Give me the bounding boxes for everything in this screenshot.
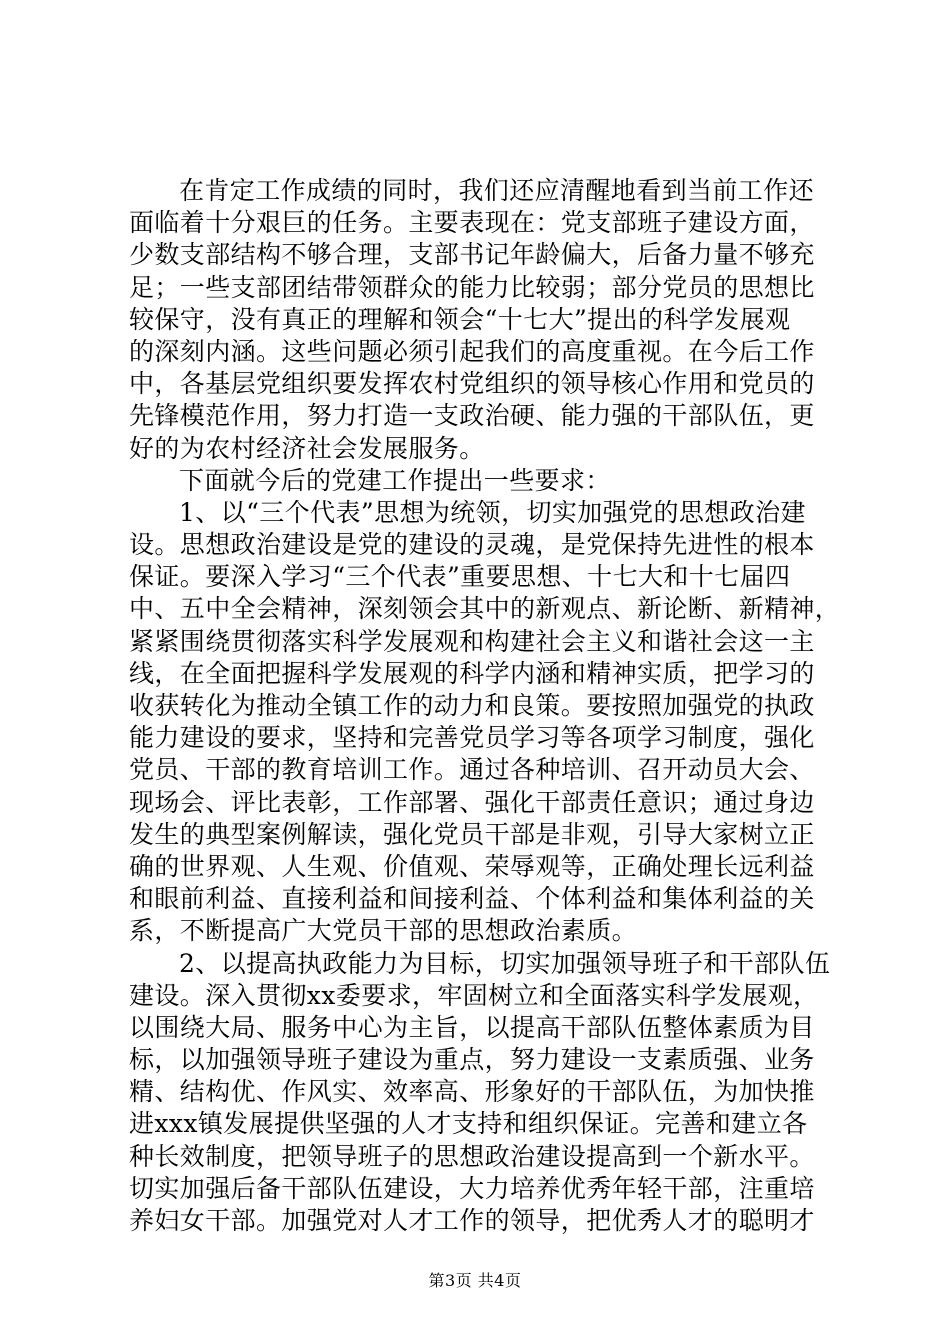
text-line: 以围绕大局、服务中心为主旨，以提高干部队伍整体素质为目 (129, 1012, 815, 1042)
text-line: 设。思想政治建设是党的建设的灵魂，是党保持先进性的根本 (129, 530, 815, 560)
text-line: 先锋模范作用，努力打造一支政治硬、能力强的干部队伍，更 (129, 401, 815, 431)
text-line: 党员、干部的教育培训工作。通过各种培训、召开动员大会、 (129, 755, 815, 785)
text-line: 保证。要深入学习“三个代表”重要思想、十七大和十七届四 (129, 562, 791, 592)
text-line: 进xxx镇发展提供坚强的人才支持和组织保证。完善和建立各 (129, 1109, 808, 1139)
text-line: 下面就今后的党建工作提出一些要求： (179, 465, 611, 495)
text-line: 现场会、评比表彰，工作部署、强化干部责任意识；通过身边 (129, 787, 815, 817)
text-line: 种长效制度，把领导班子的思想政治建设提高到一个新水平。 (129, 1141, 815, 1171)
text-line: 1、以“三个代表”思想为统领，切实加强党的思想政治建 (179, 497, 806, 527)
text-line: 能力建设的要求，坚持和完善党员学习等各项学习制度，强化 (129, 723, 815, 753)
text-line: 的深刻内涵。这些问题必须引起我们的高度重视。在今后工作 (129, 336, 815, 366)
text-line: 收获转化为推动全镇工作的动力和良策。要按照加强党的执政 (129, 691, 815, 720)
text-line: 和眼前利益、直接利益和间接利益、个体利益和集体利益的关 (129, 884, 815, 914)
text-line: 标，以加强领导班子建设为重点，努力建设一支素质强、业务 (129, 1045, 815, 1075)
text-line: 中、五中全会精神，深刻领会其中的新观点、新论断、新精神， (129, 594, 841, 624)
text-line: 紧紧围绕贯彻落实科学发展观和构建社会主义和谐社会这一主 (129, 626, 815, 656)
text-line: 系，不断提高广大党员干部的思想政治素质。 (129, 916, 638, 946)
text-line: 2、以提高执政能力为目标，切实加强领导班子和干部队伍 (179, 948, 831, 978)
text-line: 线，在全面把握科学发展观的科学内涵和精神实质，把学习的 (129, 658, 815, 688)
text-line: 中，各基层党组织要发挥农村党组织的领导核心作用和党员的 (129, 369, 815, 399)
text-line: 精、结构优、作风实、效率高、形象好的干部队伍，为加快推 (129, 1077, 815, 1107)
text-line: 好的为农村经济社会发展服务。 (129, 433, 485, 463)
text-line: 切实加强后备干部队伍建设，大力培养优秀年轻干部，注重培 (129, 1173, 815, 1203)
text-line: 足；一些支部团结带领群众的能力比较弱；部分党员的思想比 (129, 272, 815, 302)
text-line: 在肯定工作成绩的同时，我们还应清醒地看到当前工作还 (179, 176, 815, 205)
document-body (129, 175, 839, 1237)
text-line: 建设。深入贯彻xx委要求，牢固树立和全面落实科学发展观， (129, 980, 819, 1010)
text-line: 较保守，没有真正的理解和领会“十七大”提出的科学发展观 (129, 304, 791, 334)
text-line: 发生的典型案例解读，强化党员干部是非观，引导大家树立正 (129, 819, 815, 849)
text-line: 养妇女干部。加强党对人才工作的领导，把优秀人才的聪明才 (129, 1206, 815, 1235)
text-line: 面临着十分艰巨的任务。主要表现在：党支部班子建设方面， (129, 208, 815, 238)
text-line: 确的世界观、人生观、价值观、荣辱观等，正确处理长远利益 (129, 851, 815, 881)
page-number-footer: 第3页 共4页 (428, 1271, 522, 1290)
text-line: 少数支部结构不够合理，支部书记年龄偏大，后备力量不够充 (129, 240, 815, 270)
